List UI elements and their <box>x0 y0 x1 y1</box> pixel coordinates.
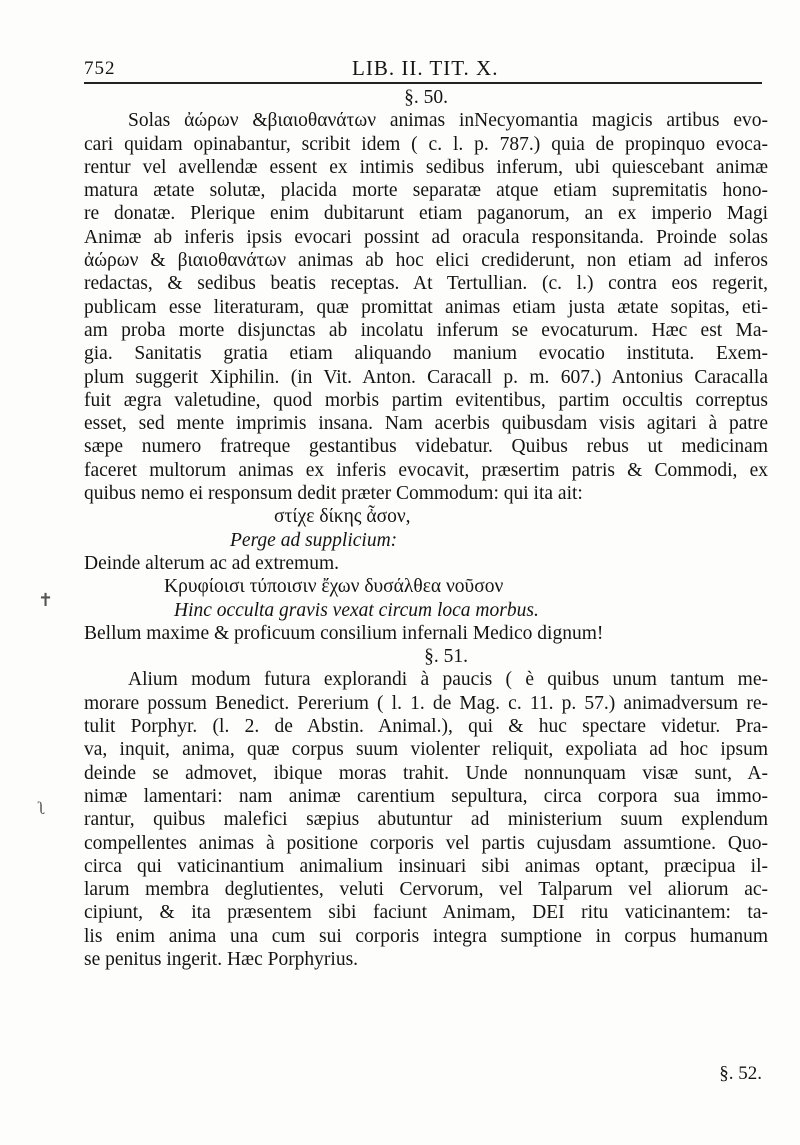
text-line: nimæ lamentari: nam animæ carentium sepultura, circa corpora sua immo- <box>84 785 768 807</box>
text-line: ἀώρων & βιαιοθανάτων animas ab hoc elici crediderunt, non etiam ad inferos <box>84 250 768 272</box>
text-line: Solas ἀώρων &βιαιοθανάτων animas inNecyomantia magicis artibus evo- <box>128 110 768 132</box>
text-line: am proba morte disjunctas ab incolatu inferum se evocaturum. Hæc est Ma- <box>84 319 768 341</box>
margin-mark-icon: ✝ <box>38 590 54 610</box>
page-number: 752 <box>84 58 116 79</box>
text-line: Alium modum futura explorandi à paucis ( è quibus unum tantum me- <box>128 669 768 691</box>
text-line: redactas, & sedibus beatis receptas. At Tertullian. (c. l.) contra eos regerit, <box>84 273 768 295</box>
header-rule <box>84 82 762 84</box>
text-line: sæpe numero fratreque gestantibus videbatur. Quibus rebus ut medicinam <box>84 436 768 458</box>
section-heading: §. 50. <box>404 87 448 108</box>
verse-greek: Κρυφίοισι τύποισιν ἔχων δυσάλθεα νοῦσον <box>164 576 504 598</box>
text-line: cipiunt, & ita præsentem sibi faciunt Animam, DEI ritu vaticinantem: ta- <box>84 902 768 924</box>
text-line: va, inquit, anima, quæ corpus suum violenter reliquit, expoliata ad hoc ipsum <box>84 739 768 761</box>
text-line: fuit ægra valetudine, quod morbis partim evitentibus, partim occultis correptus <box>84 389 768 411</box>
text-line: circa qui vaticinantium animalium insinuari sibi animas optant, præcipua il- <box>84 855 768 877</box>
text-line: lis enim anima una cum sui corporis integra sumptione in corpus humanum <box>84 925 768 947</box>
text-line: rentur vel avellendæ essent ex intimis sedibus inferum, ubi quiescebant animæ <box>84 156 768 178</box>
page-body <box>84 86 768 971</box>
text-line: tulit Porphyr. (l. 2. de Abstin. Animal.), qui & huc spectare videtur. Pra- <box>84 716 768 738</box>
verse-greek: στίχε δίκης ἆσον, <box>274 506 411 528</box>
text-line: re donatæ. Plerique enim dubitarunt etiam paganorum, an ex imperio Magi <box>84 203 768 225</box>
text-line: plum suggerit Xiphilin. (in Vit. Anton. Caracall p. m. 607.) Antonius Caracalla <box>84 366 768 388</box>
verse-prose: Deinde alterum ac ad extremum. <box>84 552 340 574</box>
running-head: LIB. II. TIT. X. <box>352 56 499 80</box>
verse-latin: Perge ad supplicium: <box>230 529 398 551</box>
text-line: quibus nemo ei responsum dedit præter Commodum: qui ita ait: <box>84 483 583 505</box>
text-line: publicam esse literaturam, quæ promittat animas etiam justa ætate sopitas, eti- <box>84 296 768 318</box>
text-line: compellentes animas à positione corporis vel partis cujusdam assumtione. Quo- <box>84 832 768 854</box>
text-line: gia. Sanitatis gratia etiam aliquando manium evocatio instituta. Exem- <box>84 343 768 365</box>
text-line: rantur, quibus malefici sæpius abutuntur ad ministerium suum explendum <box>84 809 768 831</box>
page-header <box>0 50 800 84</box>
margin-mark-icon: ʅ <box>38 798 46 818</box>
text-line: cari quidam opinabantur, scribit idem ( c. l. p. 787.) quia de propinquo evoca- <box>84 133 768 155</box>
closing-remark: Bellum maxime & proficuum consilium infernali Medico dignum! <box>84 622 604 644</box>
text-line: se penitus ingerit. Hæc Porphyrius. <box>84 948 359 970</box>
text-line: faceret multorum animas ex inferis evocavit, præsertim patris & Commodi, ex <box>84 459 768 481</box>
text-line: Animæ ab inferis ipsis evocari possint ad oracula responsitanda. Proinde solas <box>84 226 768 248</box>
text-line: esset, sed mente imprimis insana. Nam acerbis quibusdam visis agitari à patre <box>84 413 768 435</box>
text-line: larum membra deglutientes, veluti Cervorum, vel Talparum vel aliorum ac- <box>84 879 768 901</box>
verse-latin: Hinc occulta gravis vexat circum loca morbus. <box>174 599 539 621</box>
catchword: §. 52. <box>719 1063 762 1084</box>
text-line: morare possum Benedict. Pererium ( l. 1. de Mag. c. 11. p. 57.) animadversum re- <box>84 692 768 714</box>
section-heading: §. 51. <box>424 646 468 668</box>
text-line: deinde se admovet, ibique moras trahit. Unde nonnunquam visæ sunt, A- <box>84 762 768 784</box>
text-line: matura ætate solutæ, placida morte separatæ atque etiam supremitatis hono- <box>84 180 768 202</box>
